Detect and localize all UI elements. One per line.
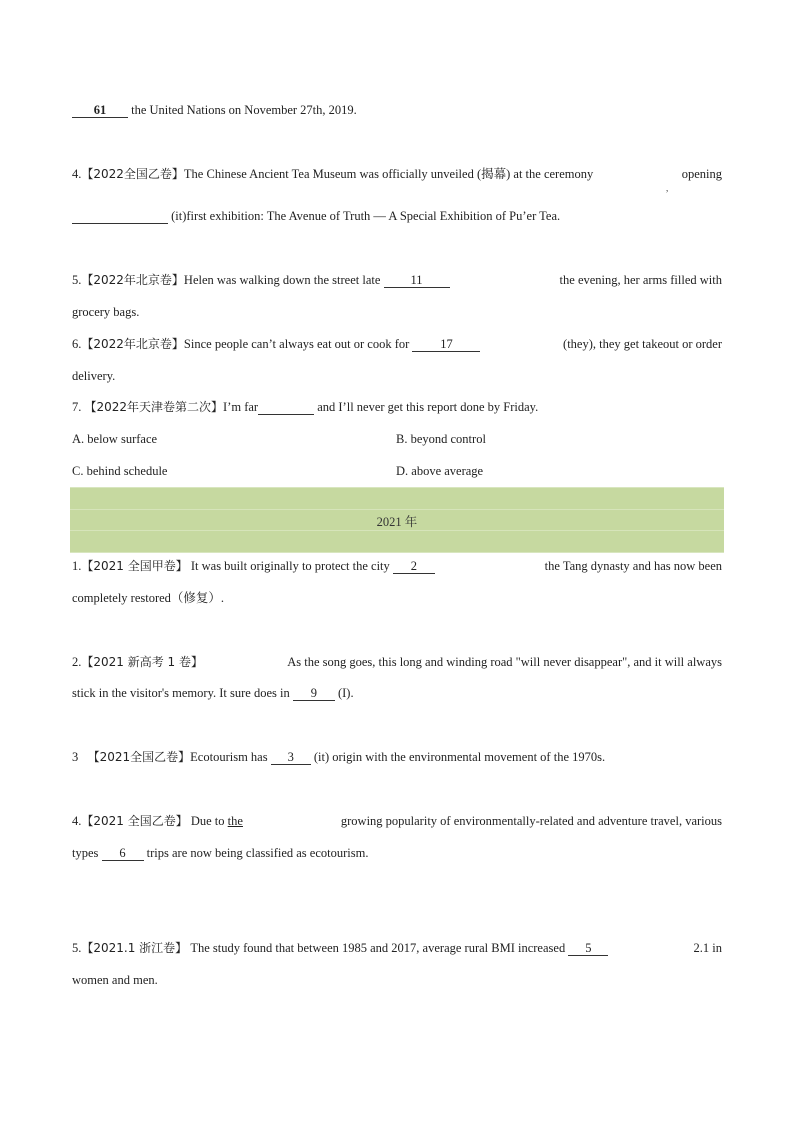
question-text: types [72, 846, 99, 860]
question-2021-4-line-1 [72, 813, 722, 829]
question-number: 5. [72, 273, 82, 287]
question-2021-2-line-2 [72, 685, 354, 701]
question-text: the Tang dynasty and has now been [544, 559, 722, 573]
question-61-line [72, 102, 357, 118]
source-tag: 【2022全国乙卷】 [81, 167, 184, 181]
section-title: 2021 年 [376, 515, 418, 529]
question-text: growing popularity of environmentally-related and adventure travel, various [340, 814, 722, 828]
question-text: It was built originally to protect the city [190, 559, 390, 573]
question-2021-5-line-2 [72, 972, 158, 988]
question-text: As the song goes, this long and winding road "will never disappear", and it will always [287, 655, 722, 669]
question-2021-2-line-1 [72, 654, 722, 670]
option-a: A. below surface [72, 432, 158, 446]
question-number: 2. [72, 655, 82, 669]
question-text: (it) origin with the environmental movement of the 1970s. [313, 750, 606, 764]
question-text: (I). [337, 686, 354, 700]
question-text: Helen was walking down the street late [183, 273, 381, 287]
source-tag: 【2021 全国乙卷】 [81, 814, 188, 828]
question-number: 5. [72, 941, 82, 955]
question-text: The study found that between 1985 and 2017, average rural BMI increased [190, 941, 566, 955]
question-text: I’m far [223, 400, 259, 414]
question-2022-4-line-2 [72, 208, 560, 224]
answer-blank [72, 210, 168, 224]
question-number: 1. [72, 559, 82, 573]
question-text: Due to [190, 814, 225, 828]
question-2021-4-line-2 [72, 845, 368, 861]
question-number: 6. [72, 337, 82, 351]
source-tag: 【2021全国乙卷】 [87, 750, 191, 764]
question-2022-5-line-1 [72, 272, 722, 288]
question-text: Ecotourism has [190, 750, 268, 764]
question-2021-1-line-2 [72, 590, 224, 606]
question-number: 7. [72, 400, 82, 414]
underlined-word: the [227, 814, 243, 828]
question-2022-6-line-2 [72, 368, 115, 384]
question-number: 4. [72, 167, 82, 181]
answer-blank: 9 [293, 687, 335, 701]
question-2022-4-line-1 [72, 166, 722, 182]
question-text: (it)first exhibition: The Avenue of Truth — A Special Exhibition of Pu’er Tea. [171, 209, 561, 223]
answer-blank: 3 [271, 751, 311, 765]
stray-mark: , [666, 183, 669, 193]
answer-blank: 2 [393, 560, 435, 574]
source-tag: 【2021 全国甲卷】 [81, 559, 188, 573]
question-number: 3 [72, 750, 79, 764]
question-text: trips are now being classified as ecotourism. [146, 846, 369, 860]
question-number: 4. [72, 814, 82, 828]
section-banner [70, 487, 724, 553]
question-text: 2.1 in [693, 941, 722, 955]
question-text: delivery. [72, 369, 116, 383]
answer-blank: 17 [412, 338, 480, 352]
source-tag: 【2021 新高考 1 卷】 [81, 655, 203, 669]
answer-blank: 5 [568, 942, 608, 956]
question-text: The Chinese Ancient Tea Museum was officially unveiled (揭幕) at the ceremony [183, 167, 594, 181]
question-text: grocery bags. [72, 305, 140, 319]
question-text: women and men. [72, 973, 158, 987]
question-text: and I’ll never get this report done by Friday. [317, 400, 539, 414]
source-tag: 【2021.1 浙江卷】 [81, 941, 188, 955]
option-d: D. above average [396, 464, 484, 478]
question-2021-5-line-1 [72, 940, 722, 956]
answer-blank: 6 [102, 847, 144, 861]
question-2022-7-line-1 [72, 399, 538, 415]
question-text: opening [681, 167, 722, 181]
question-2022-5-line-2 [72, 304, 139, 320]
source-tag: 【2022年北京卷】 [81, 273, 184, 287]
option-c: C. behind schedule [72, 464, 168, 478]
source-tag: 【2022年北京卷】 [81, 337, 184, 351]
question-2022-6-line-1 [72, 336, 722, 352]
question-text: stick in the visitor's memory. It sure does in [72, 686, 290, 700]
question-text: the evening, her arms filled with [559, 273, 722, 287]
source-tag: 【2022年天津卷第二次】 [84, 400, 224, 414]
question-2021-1-line-1 [72, 558, 722, 574]
question-text: completely restored（修复）. [72, 591, 225, 605]
question-text: (they), they get takeout or order [563, 337, 722, 351]
answer-blank [258, 401, 314, 415]
question-2021-3-line-1 [72, 749, 605, 765]
answer-blank: 11 [384, 274, 450, 288]
question-text: Since people can’t always eat out or cook for [183, 337, 410, 351]
option-b: B. beyond control [396, 432, 486, 446]
answer-blank: 61 [72, 104, 128, 118]
question-text: the United Nations on November 27th, 2019. [131, 103, 357, 117]
